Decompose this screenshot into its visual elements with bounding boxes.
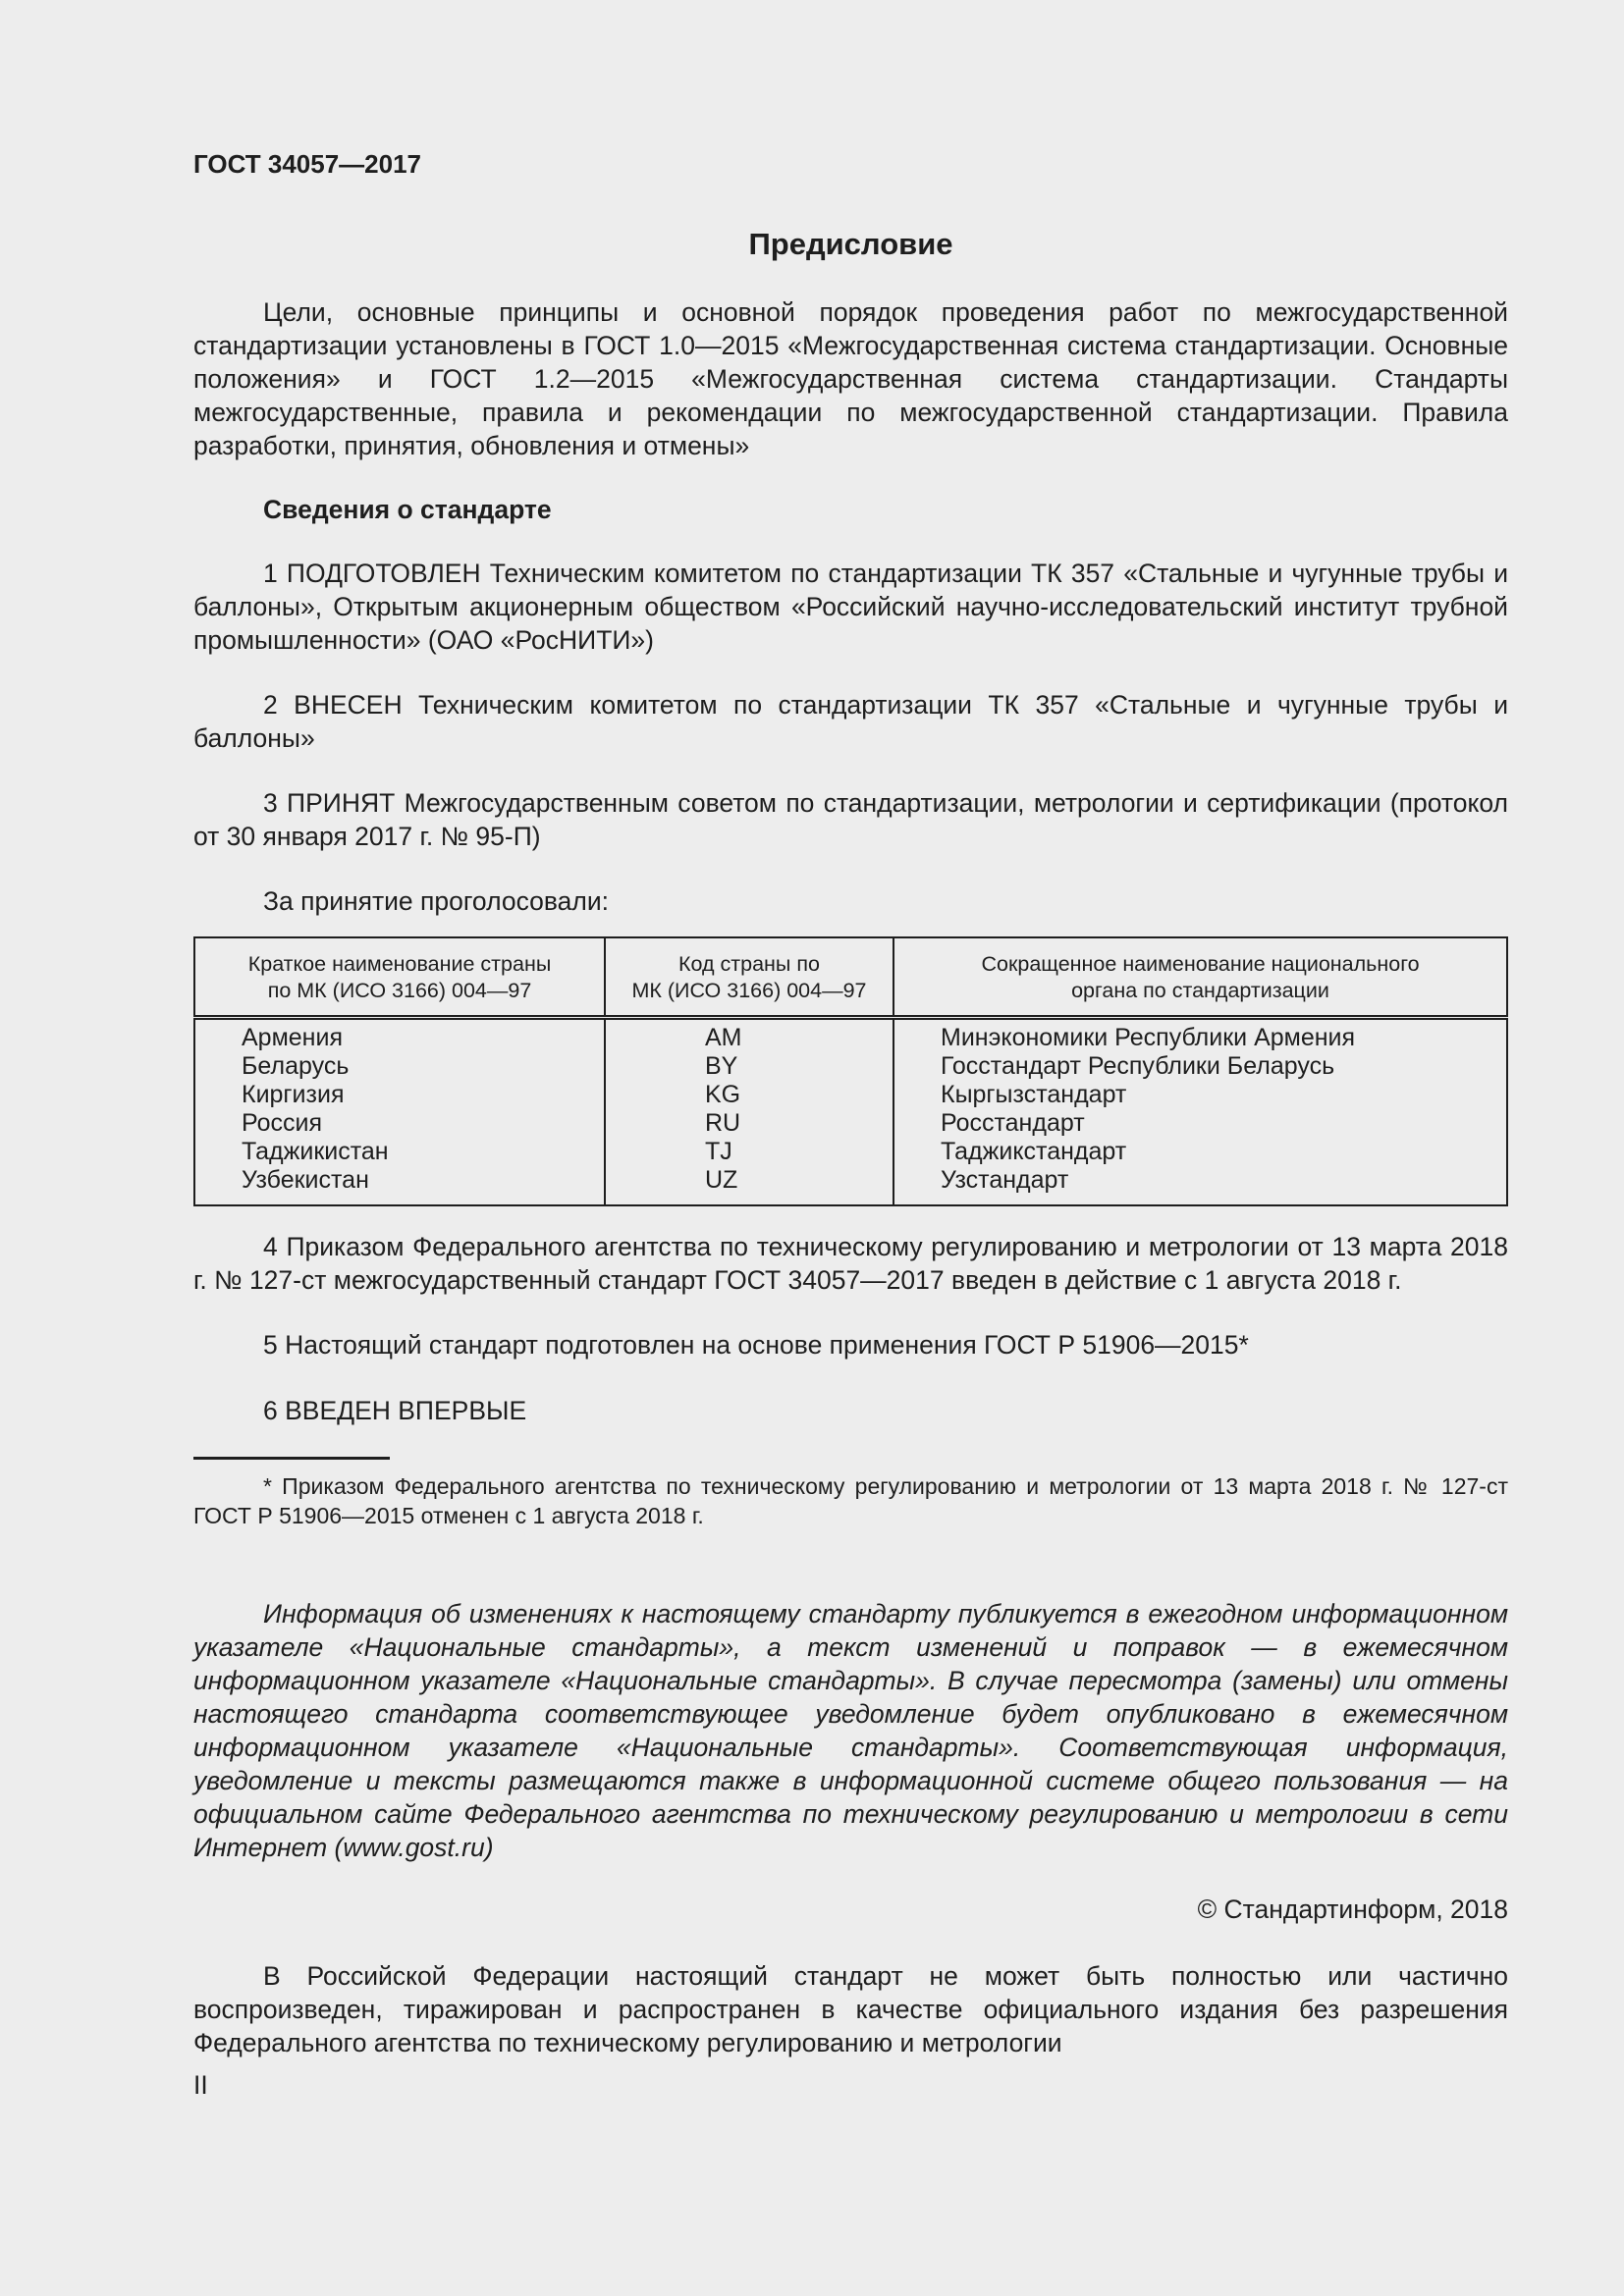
intro-paragraph: Цели, основные принципы и основной порядок проведения работ по межгосударственной стандартизации установлены в ГОСТ 1.0—2015 «Межгосударственная система стандартизации. Основные положения» и ГОСТ 1.2—2015 «Межгосударственная система стандартизации. Стандарты межгосударственные, правила и рекомендации по межгосударственной стандартизации. Правила разработки, принятия, обновления и отмены»	[193, 297, 1508, 460]
section-heading: Сведения о стандарте	[263, 495, 552, 524]
country-name: Таджикистан	[242, 1138, 389, 1165]
document-id-header: ГОСТ 34057—2017	[193, 149, 421, 179]
footnote-divider	[193, 1457, 390, 1460]
standards-body: Кыргызстандарт	[941, 1081, 1127, 1108]
country-code: AM	[705, 1024, 742, 1051]
header-standards-body: Сокращенное наименование национального органа по стандартизации	[893, 937, 1507, 1018]
country-code: TJ	[705, 1138, 732, 1165]
page-number: II	[193, 2070, 208, 2100]
header-country-name: Краткое наименование страны по МК (ИСО 3166) 004—97	[194, 937, 605, 1018]
standards-body: Госстандарт Республики Беларусь	[941, 1052, 1335, 1080]
country-code-column	[605, 1018, 893, 1206]
country-name: Беларусь	[242, 1052, 350, 1080]
page-title: Предисловие	[748, 227, 953, 261]
table-body-row	[194, 1018, 1507, 1206]
country-code: KG	[705, 1081, 741, 1108]
standards-body: Узстандарт	[941, 1166, 1069, 1194]
country-code: BY	[705, 1052, 738, 1080]
item-2-paragraph: 2 ВНЕСЕН Техническим комитетом по стандартизации ТК 357 «Стальные и чугунные трубы и баллоны»	[193, 690, 1508, 753]
voting-countries-table	[193, 936, 1508, 1206]
item-5-paragraph: 5 Настоящий стандарт подготовлен на основе применения ГОСТ Р 51906—2015*	[263, 1330, 1249, 1360]
rights-paragraph: В Российской Федерации настоящий стандарт не может быть полностью или частично воспроизведен, тиражирован и распространен в качестве официального издания без разрешения Федерального агентства по техническому регулированию и метрологии	[193, 1961, 1508, 2057]
country-name: Армения	[242, 1024, 343, 1051]
standards-body-column	[893, 1018, 1507, 1206]
country-code: RU	[705, 1109, 741, 1137]
info-notice: Информация об изменениях к настоящему стандарту публикуется в ежегодном информационном указателе «Национальные стандарты», а текст изменений и поправок — в ежемесячном информационном указателе «Национальные стандарты». В случае пересмотра (замены) или отмены настоящего стандарта соответствующее уведомление будет опубликовано в ежемесячном информационном указателе «Национальные стандарты». Соответствующая информация, уведомление и тексты размещаются также в информационной системе общего пользования — на официальном сайте Федерального агентства по техническому регулированию и метрологии в сети Интернет (www.gost.ru)	[193, 1599, 1508, 1862]
country-name: Узбекистан	[242, 1166, 369, 1194]
voted-label: За принятие проголосовали:	[263, 886, 610, 916]
footnote: * Приказом Федерального агентства по техническому регулированию и метрологии от 13 марта 2018 г. № 127-ст ГОСТ Р 51906—2015 отменен с 1 августа 2018 г.	[193, 1473, 1508, 1528]
copyright: © Стандартинформ, 2018	[1197, 1895, 1508, 1924]
item-4-paragraph: 4 Приказом Федерального агентства по техническому регулированию и метрологии от 13 марта 2018 г. № 127-ст межгосударственный стандарт ГОСТ 34057—2017 введен в действие с 1 августа 2018 г.	[193, 1232, 1508, 1295]
item-1-paragraph: 1 ПОДГОТОВЛЕН Техническим комитетом по стандартизации ТК 357 «Стальные и чугунные трубы и баллоны», Открытым акционерным обществом «Российский научно-исследовательский институт трубной промышленности» (ОАО «РосНИТИ»)	[193, 559, 1508, 655]
country-name-column	[194, 1018, 605, 1206]
country-name: Киргизия	[242, 1081, 345, 1108]
country-code: UZ	[705, 1166, 738, 1194]
table-header-row	[194, 937, 1507, 1018]
country-name: Россия	[242, 1109, 322, 1137]
standards-body: Минэкономики Республики Армения	[941, 1024, 1356, 1051]
header-country-code: Код страны по МК (ИСО 3166) 004—97	[605, 937, 893, 1018]
standards-body: Росстандарт	[941, 1109, 1085, 1137]
standards-body: Таджикстандарт	[941, 1138, 1127, 1165]
item-3-paragraph: 3 ПРИНЯТ Межгосударственным советом по стандартизации, метрологии и сертификации (протокол от 30 января 2017 г. № 95-П)	[193, 788, 1508, 851]
item-6-paragraph: 6 ВВЕДЕН ВПЕРВЫЕ	[263, 1396, 527, 1425]
